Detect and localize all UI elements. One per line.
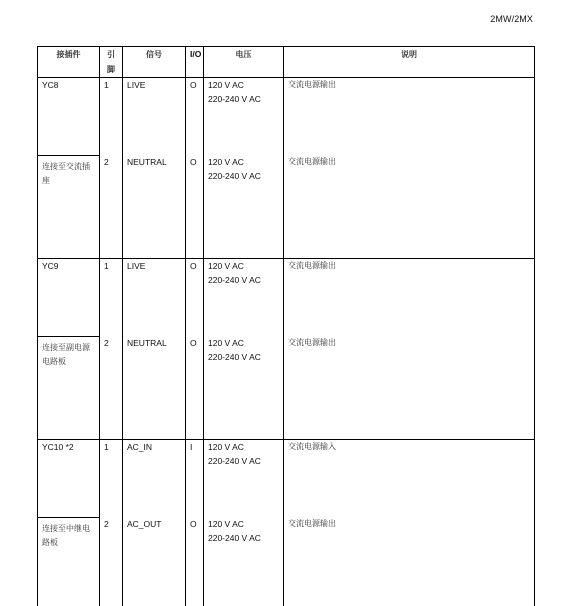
table-row xyxy=(38,439,535,517)
voltage-value: 220-240 V AC xyxy=(208,274,261,285)
pin-number: 2 xyxy=(100,336,123,425)
connector-description: 连接至中继电路板 xyxy=(38,517,100,606)
table-row xyxy=(38,336,535,425)
connector-description: 连接至交流插座 xyxy=(38,155,100,244)
table-header-row xyxy=(38,47,535,78)
signal-name: NEUTRAL xyxy=(123,336,186,425)
table-row xyxy=(38,258,535,336)
voltage-cell xyxy=(204,517,284,606)
header-pin: 引脚 xyxy=(100,47,123,78)
group-spacer xyxy=(38,244,535,259)
io-direction: O xyxy=(186,336,204,425)
header-signal: 信号 xyxy=(123,47,186,78)
signal-name: LIVE xyxy=(123,258,186,336)
voltage-cell xyxy=(204,155,284,244)
pin-number: 1 xyxy=(100,439,123,517)
pin-description: 交流电源输出 xyxy=(284,258,535,336)
voltage-value: 220-240 V AC xyxy=(208,455,261,466)
io-direction: O xyxy=(186,258,204,336)
voltage-value: 120 V AC xyxy=(208,80,244,90)
voltage-cell xyxy=(204,258,284,336)
signal-name: NEUTRAL xyxy=(123,155,186,244)
io-direction: O xyxy=(186,78,204,156)
voltage-value: 220-240 V AC xyxy=(208,352,261,363)
pin-number: 1 xyxy=(100,78,123,156)
header-voltage: 电压 xyxy=(204,47,284,78)
group-spacer xyxy=(38,425,535,440)
pin-number: 1 xyxy=(100,258,123,336)
voltage-value: 220-240 V AC xyxy=(208,171,261,182)
io-direction: I xyxy=(186,439,204,517)
voltage-value: 120 V AC xyxy=(208,260,244,271)
pin-description: 交流电源输出 xyxy=(284,336,535,425)
pin-description: 交流电源输出 xyxy=(284,78,535,156)
signal-name: AC_IN xyxy=(123,439,186,517)
signal-name: AC_OUT xyxy=(123,517,186,606)
model-label: 2MW/2MX xyxy=(490,14,533,24)
table-row xyxy=(38,517,535,606)
voltage-value: 120 V AC xyxy=(208,157,244,168)
connector-name: YC9 xyxy=(38,258,100,336)
table-row xyxy=(38,155,535,244)
voltage-value: 120 V AC xyxy=(208,338,244,349)
connector-name: YC10 *2 xyxy=(38,439,100,517)
voltage-value: 220-240 V AC xyxy=(208,94,261,104)
connector-pin-table xyxy=(37,46,535,606)
pin-description: 交流电源输出 xyxy=(284,155,535,244)
voltage-cell xyxy=(204,78,284,156)
header-io: I/O xyxy=(186,47,204,78)
voltage-value: 220-240 V AC xyxy=(208,533,261,544)
io-direction: O xyxy=(186,155,204,244)
signal-name: LIVE xyxy=(123,78,186,156)
connector-name: YC8 xyxy=(38,78,100,156)
pin-number: 2 xyxy=(100,517,123,606)
pin-number: 2 xyxy=(100,155,123,244)
table-row xyxy=(38,78,535,156)
connector-description: 连接至副电源电路板 xyxy=(38,336,100,425)
header-description: 说明 xyxy=(284,47,535,78)
header-connector: 接插件 xyxy=(38,47,100,78)
voltage-value: 120 V AC xyxy=(208,519,244,530)
io-direction: O xyxy=(186,517,204,606)
voltage-value: 120 V AC xyxy=(208,441,244,452)
pin-description: 交流电源输入 xyxy=(284,439,535,517)
voltage-cell xyxy=(204,439,284,517)
pin-description: 交流电源输出 xyxy=(284,517,535,606)
voltage-cell xyxy=(204,336,284,425)
